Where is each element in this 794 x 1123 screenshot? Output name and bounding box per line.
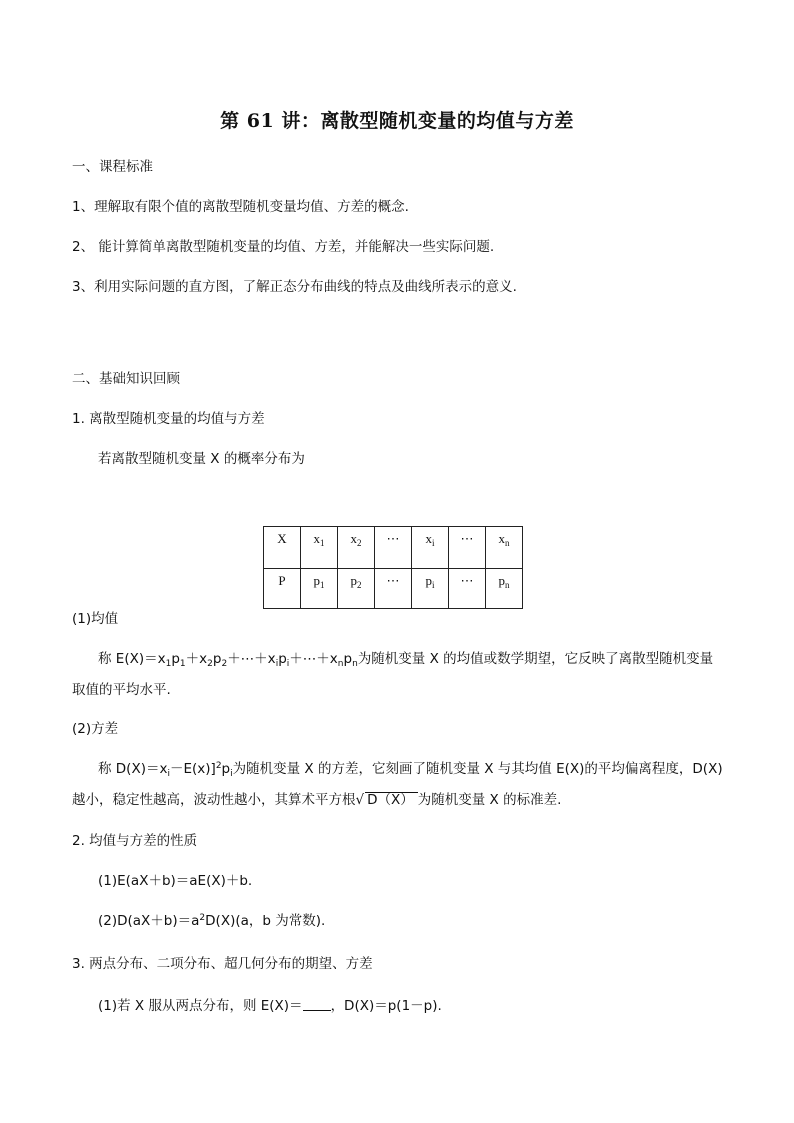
table-cell: ⋯ xyxy=(449,527,486,569)
table-cell: ⋯ xyxy=(375,527,412,569)
table-cell: P xyxy=(264,569,301,609)
mean-definition-cont: 取值的平均水平. xyxy=(72,682,171,698)
table-cell: $x_n$ xyxy=(486,527,523,569)
subheading-distributions: 3. 两点分布、二项分布、超几何分布的期望、方差 xyxy=(72,956,373,972)
table-cell: $x_2$ xyxy=(338,527,375,569)
table-row xyxy=(264,569,523,609)
mean-definition: 称 $E(X)=x_1p_1+x_2p_2+\cdots+x_ip_i+\cdots+x_np_n$为随机变量 X 的均值或数学期望，它反映了离散型随机变量 xyxy=(98,651,714,669)
standard-item-1: 1、理解取有限个值的离散型随机变量均值、方差的概念. xyxy=(72,199,409,215)
section-heading-standards: 一、课程标准 xyxy=(72,159,153,175)
page-title: 第 61 讲：离散型随机变量的均值与方差 xyxy=(220,110,574,132)
two-point-distribution: (1)若 X 服从两点分布，则 E(X)＝ ，D(X)＝p(1－p). xyxy=(98,998,442,1014)
distribution-intro: 若离散型随机变量 X 的概率分布为 xyxy=(98,451,305,467)
table-row xyxy=(264,527,523,569)
property-1: (1)E(aX＋b)＝aE(X)＋b. xyxy=(98,873,253,889)
table-cell: $x_1$ xyxy=(301,527,338,569)
table-cell: $p_i$ xyxy=(412,569,449,609)
table-cell: $p_n$ xyxy=(486,569,523,609)
table-cell: $p_1$ xyxy=(301,569,338,609)
mean-heading: (1)均值 xyxy=(72,611,119,627)
property-2: $(2)D(aX+b)=a^2D(X)(a$，b 为常数). xyxy=(98,913,326,929)
variance-heading: (2)方差 xyxy=(72,721,119,737)
standard-item-2: 2、 能计算简单离散型随机变量的均值、方差，并能解决一些实际问题. xyxy=(72,239,495,255)
answer-blank[interactable] xyxy=(303,998,331,1011)
table-cell: ⋯ xyxy=(375,569,412,609)
subheading-properties: 2. 均值与方差的性质 xyxy=(72,833,198,849)
sqrt-expression: D（X） xyxy=(365,792,418,808)
table-cell: X xyxy=(264,527,301,569)
table-cell: $x_i$ xyxy=(412,527,449,569)
variance-definition-cont: 越小，稳定性越高，波动性越小，其算术平方根√ D（X） 为随机变量 X 的标准差. xyxy=(72,792,562,808)
table-cell: ⋯ xyxy=(449,569,486,609)
standard-item-3: 3、利用实际问题的直方图，了解正态分布曲线的特点及曲线所表示的意义. xyxy=(72,279,517,295)
subheading-mean-variance: 1. 离散型随机变量的均值与方差 xyxy=(72,411,265,427)
probability-distribution-table xyxy=(263,526,523,609)
variance-definition: 称 $D(X)=x_i-E(x)]^2p_i$为随机变量 X 的方差，它刻画了随机变量 X 与其均值 E(X)的平均偏离程度，D(X) xyxy=(98,761,723,779)
section-heading-review: 二、基础知识回顾 xyxy=(72,371,180,387)
table-cell: $p_2$ xyxy=(338,569,375,609)
